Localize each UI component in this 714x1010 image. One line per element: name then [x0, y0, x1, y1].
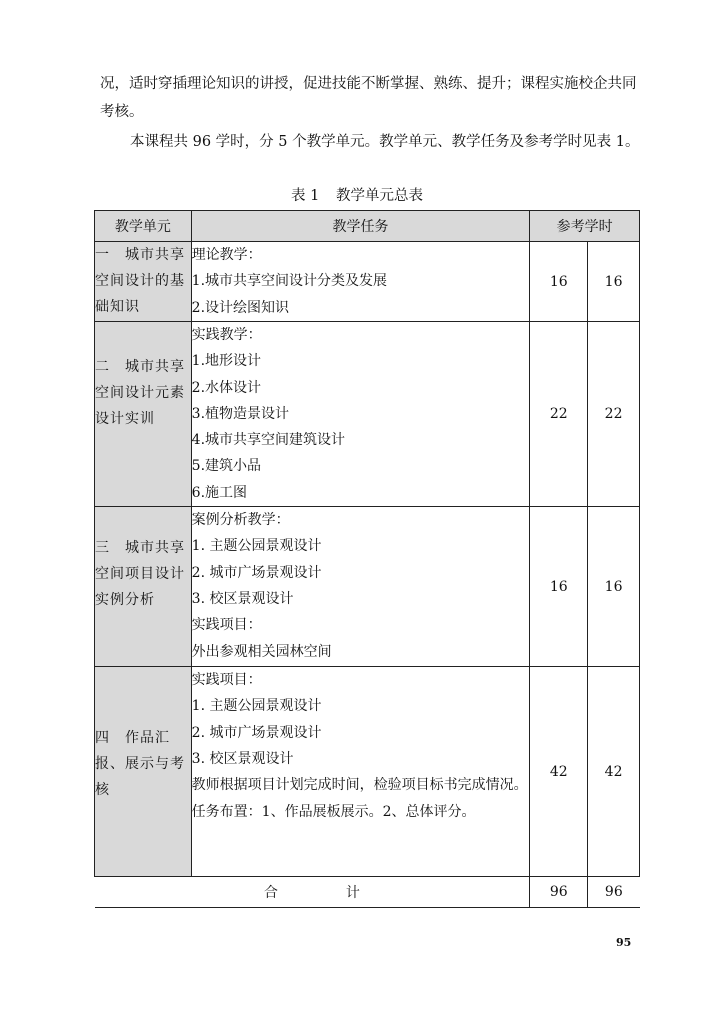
task-line: 实践教学：: [191, 327, 262, 343]
header-task: 教学任务: [191, 211, 530, 242]
unit-cell: [95, 667, 192, 877]
task-cell: [191, 242, 530, 322]
task-line: 3. 校区景观设计: [191, 750, 294, 767]
page-number: 95: [616, 936, 632, 949]
hours-cell-2: 16: [588, 242, 640, 322]
hours-cell-1: 16: [530, 507, 588, 667]
task-line: 2. 城市广场景观设计: [191, 724, 322, 741]
task-cell: [191, 667, 530, 877]
task-line: 实践项目：: [191, 617, 262, 634]
task-line: 理论教学：: [191, 247, 262, 263]
total-label-a: 合: [263, 885, 278, 902]
header-unit: 教学单元: [95, 211, 192, 242]
body-paragraph-2: 本课程共 96 学时，分 5 个教学单元。教学单元、教学任务及参考学时见表 1。: [130, 134, 640, 150]
task-line: 1.地形设计: [191, 353, 262, 370]
hours-cell-2: 22: [588, 322, 640, 507]
table-header-row: [95, 211, 640, 242]
task-line: 2.水体设计: [191, 379, 262, 396]
table-row: [95, 507, 640, 667]
table-caption: [0, 184, 714, 205]
task-line: 外出参观相关园林空间: [191, 643, 332, 660]
task-cell: [191, 507, 530, 667]
table-row: [95, 667, 640, 877]
hours-cell-1: 22: [530, 322, 588, 507]
total-hours-1: 96: [530, 877, 588, 908]
task-line: 案例分析教学：: [191, 512, 290, 529]
task-line: 4.城市共享空间建筑设计: [191, 432, 346, 449]
unit-text: 四 作品汇报、展示与考核: [95, 730, 185, 799]
task-line: 任务布置：1、作品展板展示。2、总体评分。: [191, 803, 476, 820]
total-row: [95, 877, 640, 908]
task-line: 6.施工图: [191, 484, 248, 501]
task-line: 2. 城市广场景观设计: [191, 564, 322, 581]
hours-cell-2: 42: [588, 667, 640, 877]
total-label-b: 计: [345, 885, 360, 902]
unit-cell: [95, 322, 192, 507]
hours-cell-2: 16: [588, 507, 640, 667]
header-hours: 参考学时: [530, 211, 640, 242]
task-line: 3. 校区景观设计: [191, 590, 294, 607]
unit-text: 三 城市共享空间项目设计实例分析: [95, 540, 185, 609]
table-row: [95, 322, 640, 507]
task-cell: [191, 322, 530, 507]
hours-cell-1: 16: [530, 242, 588, 322]
task-line: 3.植物造景设计: [191, 405, 290, 422]
hours-cell-1: 42: [530, 667, 588, 877]
total-hours-2: 96: [588, 877, 640, 908]
task-line: 1. 主题公园景观设计: [191, 538, 322, 555]
unit-cell: [95, 507, 192, 667]
task-line: 1.城市共享空间设计分类及发展: [191, 273, 388, 290]
task-line: 5.建筑小品: [191, 458, 262, 475]
task-line: 1. 主题公园景观设计: [191, 698, 322, 715]
total-label: [95, 877, 530, 908]
teaching-units-table: [94, 210, 640, 908]
task-line: 教师根据项目计划完成时间，检验项目标书完成情况。: [191, 777, 528, 794]
unit-cell: 一 城市共享空间设计的基础知识: [95, 242, 192, 322]
table-row: [95, 242, 640, 322]
table-caption-number: 表 1: [291, 188, 320, 204]
task-line: 实践项目：: [191, 672, 262, 689]
body-paragraph-1: 况，适时穿插理论知识的讲授，促进技能不断掌握、熟练、提升；课程实施校企共同考核。: [100, 76, 637, 120]
unit-text: 二 城市共享空间设计元素设计实训: [95, 359, 185, 427]
table-caption-title: 教学单元总表: [335, 188, 423, 204]
task-line: 2.设计绘图知识: [191, 299, 290, 316]
